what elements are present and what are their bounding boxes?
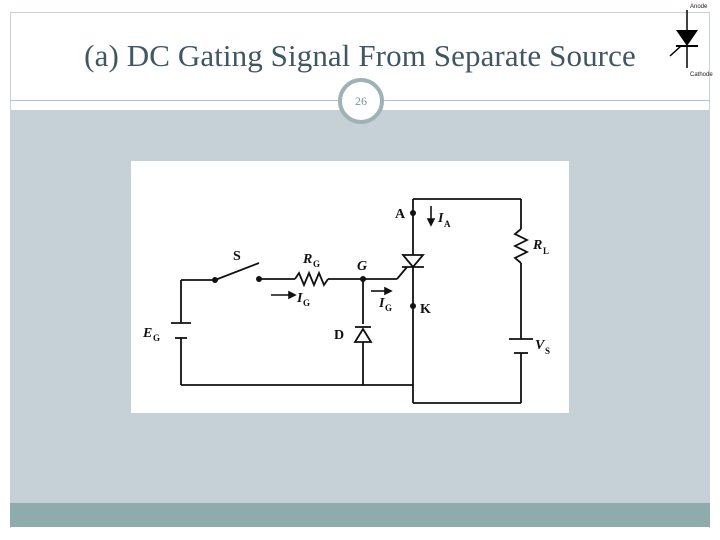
gate-current-right-subscript: G <box>385 303 393 313</box>
page-number-badge <box>338 78 384 124</box>
gate-current-top-label: I <box>297 291 303 306</box>
load-resistor-subscript: L <box>543 246 550 256</box>
gate-source-subscript: G <box>153 333 161 343</box>
footer-band <box>10 503 710 527</box>
gate-current-top-subscript: G <box>303 298 311 308</box>
switch-label: S <box>233 249 241 264</box>
anode-label: A <box>395 207 406 222</box>
supply-voltage-label: V <box>535 338 545 353</box>
cathode-label: K <box>420 302 431 317</box>
supply-voltage-subscript: S <box>545 346 551 356</box>
gate-node-label: G <box>357 259 368 274</box>
cathode-caption: Cathode <box>690 72 713 78</box>
anode-current-label: I <box>438 211 444 226</box>
slide-frame-top <box>10 12 710 13</box>
slide-title: (a) DC Gating Signal From Separate Source <box>84 38 636 73</box>
load-resistor-label: R <box>533 238 543 253</box>
gate-resistor-label: R <box>303 252 313 267</box>
gate-current-right-label: I <box>379 296 385 311</box>
page-number: 26 <box>355 93 367 108</box>
circuit-diagram <box>131 161 569 413</box>
anode-current-subscript: A <box>444 219 451 229</box>
diode-label: D <box>334 328 345 343</box>
thyristor-corner-icon <box>660 0 720 90</box>
anode-caption: Anode <box>690 4 708 10</box>
gate-resistor-subscript: G <box>313 259 321 269</box>
gate-source-label: E <box>143 326 153 341</box>
